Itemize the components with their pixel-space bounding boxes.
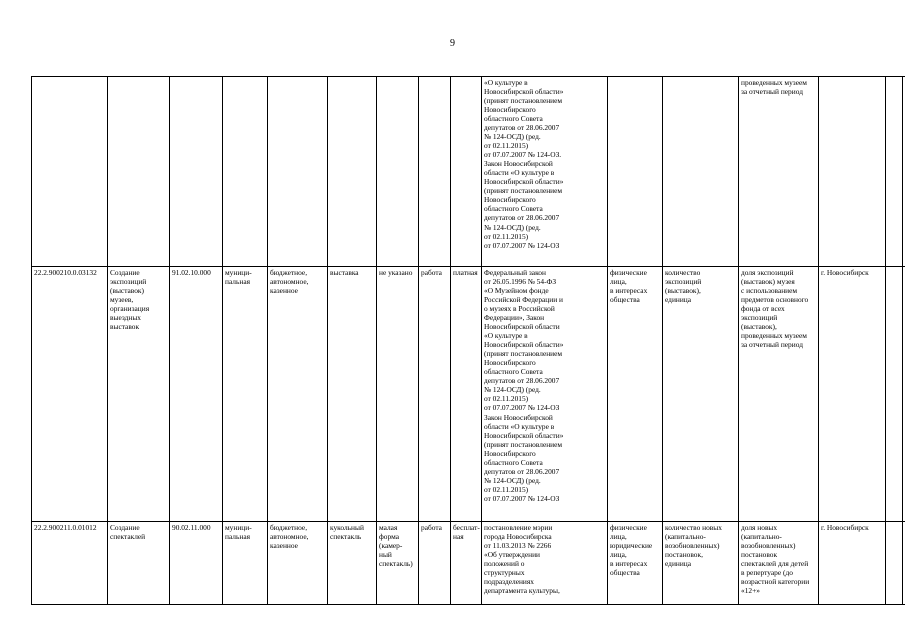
code-cell: [32, 77, 108, 267]
cell-line: с использованием: [741, 286, 798, 296]
cell-line: департамента культуры,: [484, 586, 560, 596]
cell-line: «12+»: [741, 586, 760, 596]
cell-line: № 124-ОСД) (ред.: [484, 222, 541, 232]
cell-line: (выставок) музея: [741, 277, 795, 287]
institution-type-cell: [268, 267, 328, 522]
level-cell: [223, 522, 268, 605]
cell-line: Новосибирской области: [484, 322, 560, 332]
location-cell: [819, 267, 886, 522]
level-cell: [223, 267, 268, 522]
location-cell: [819, 522, 886, 605]
cell-line: в интересах: [610, 559, 648, 569]
cell-line: количество: [665, 268, 701, 277]
cell-line: № 124-ОСД) (ред.: [484, 475, 541, 485]
cell-line: от 02.11.2015): [484, 484, 529, 494]
cell-line: возрастной категории: [741, 577, 810, 587]
service-type-cell: [419, 267, 451, 522]
cell-line: спектакль): [379, 559, 413, 569]
cell-line: «О культуре в: [484, 331, 528, 341]
condition-cell: [377, 522, 419, 605]
cell-line: проведенных музеем: [741, 78, 807, 87]
cell-line: (капитально-: [665, 532, 706, 542]
cell-line: экспозиций: [110, 277, 147, 287]
cell-line: Российской Федерации и: [484, 295, 563, 305]
cell-line: физические: [610, 523, 647, 532]
cell-line: от 02.11.2015): [484, 141, 529, 151]
cell-line: г. Новосибирск: [821, 268, 869, 277]
cell-line: депутатов от 28.06.2007: [484, 376, 560, 386]
cell-line: бюджетное,: [270, 268, 308, 277]
quality-indicator-cell: [739, 77, 819, 267]
cell-line: Новосибирской области»: [484, 87, 564, 97]
table-row: [32, 267, 905, 522]
legal-basis-cell: [482, 522, 608, 605]
cell-line: (капитально-: [741, 532, 782, 542]
content-cell: [328, 267, 377, 522]
cell-line: Закон Новосибирской: [484, 412, 553, 422]
cell-line: экспозиций: [665, 277, 702, 287]
cell-line: возобновленных): [665, 541, 720, 551]
payment-cell: [451, 267, 482, 522]
cell-line: области «О культуре в: [484, 421, 555, 431]
cell-line: г. Новосибирск: [821, 523, 869, 532]
quality-indicator-cell: [739, 522, 819, 605]
cell-line: лица,: [610, 550, 627, 560]
service-name-cell: [108, 522, 170, 605]
cell-line: о музеях в Российской: [484, 304, 555, 314]
cell-line: структурных: [484, 568, 525, 578]
cell-line: Новосибирского: [484, 448, 536, 458]
condition-cell: [377, 267, 419, 522]
cell-line: работа: [421, 268, 442, 277]
service-name-cell: [108, 267, 170, 522]
cell-line: форма: [379, 532, 399, 542]
cell-line: бесплат-: [453, 523, 480, 532]
cell-line: физические: [610, 268, 647, 277]
cell-line: Новосибирского: [484, 195, 536, 205]
cell-line: (принят постановлением: [484, 439, 563, 449]
empty-cell: [886, 77, 903, 267]
legal-basis-cell: [482, 77, 608, 267]
cell-line: (выставок),: [741, 322, 777, 332]
cell-line: от 11.03.2013 № 2266: [484, 541, 552, 551]
cell-line: муници-: [225, 523, 252, 532]
cell-line: областного Совета: [484, 457, 543, 467]
cell-line: доля экспозиций: [741, 268, 794, 277]
empty-cell: [886, 522, 903, 605]
cell-line: спектаклей: [110, 532, 146, 542]
cell-line: (камер-: [379, 541, 403, 551]
payment-cell: [451, 522, 482, 605]
cell-line: организация: [110, 304, 150, 314]
cell-line: Закон Новосибирской: [484, 159, 553, 169]
cell-line: «О Музейном фонде: [484, 286, 549, 296]
cell-line: города Новосибирска: [484, 532, 552, 542]
services-table: [31, 76, 905, 605]
cell-line: областного Совета: [484, 367, 543, 377]
code-cell: [32, 522, 108, 605]
cell-line: от 02.11.2015): [484, 231, 529, 241]
cell-line: «Об утверждении: [484, 550, 540, 560]
okved-cell: [170, 522, 223, 605]
cell-line: проведенных музеем: [741, 331, 807, 341]
cell-line: за отчетный период: [741, 87, 803, 97]
cell-line: 90.02.11.000: [172, 523, 211, 532]
content-cell: [328, 77, 377, 267]
cell-line: казенное: [270, 541, 298, 551]
cell-line: от 07.07.2007 № 124-ОЗ.: [484, 150, 562, 160]
cell-line: № 124-ОСД) (ред.: [484, 132, 541, 142]
cell-line: областного Совета: [484, 114, 543, 124]
okved-cell: [170, 267, 223, 522]
table-row: [32, 77, 905, 267]
cell-line: лица,: [610, 277, 627, 287]
cell-line: в репертуаре (до: [741, 568, 793, 578]
cell-line: подразделениях: [484, 577, 534, 587]
cell-line: 91.02.10.000: [172, 268, 211, 277]
okved-cell: [170, 77, 223, 267]
cell-line: депутатов от 28.06.2007: [484, 123, 560, 133]
cell-line: областного Совета: [484, 204, 543, 214]
cell-line: работа: [421, 523, 442, 532]
cell-line: за отчетный период: [741, 340, 803, 350]
cell-line: платная: [453, 268, 478, 277]
cell-line: фонда от всех: [741, 304, 785, 314]
cell-line: от 07.07.2007 № 124-ОЗ: [484, 403, 560, 413]
cell-line: области «О культуре в: [484, 168, 555, 178]
volume-indicator-cell: [663, 77, 739, 267]
cell-line: от 02.11.2015): [484, 394, 529, 404]
cell-line: от 26.05.1996 № 54-ФЗ: [484, 277, 557, 287]
consumers-cell: [608, 77, 663, 267]
cell-line: юридические: [610, 541, 653, 551]
service-name-cell: [108, 77, 170, 267]
cell-line: спектаклей для детей: [741, 559, 809, 569]
cell-line: Новосибирского: [484, 358, 536, 368]
cell-line: Новосибирской области»: [484, 177, 564, 187]
cell-line: выездных: [110, 313, 141, 323]
institution-type-cell: [268, 77, 328, 267]
cell-line: казенное: [270, 286, 298, 296]
volume-indicator-cell: [663, 522, 739, 605]
cell-line: ный: [379, 550, 392, 560]
cell-line: экспозиций: [741, 313, 778, 323]
cell-line: Создание: [110, 523, 140, 532]
cell-line: Создание: [110, 268, 140, 277]
cell-line: автономное,: [270, 532, 309, 542]
cell-line: от 07.07.2007 № 124-ОЗ: [484, 493, 560, 503]
cell-line: Федеральный закон: [484, 268, 546, 277]
cell-line: общества: [610, 568, 640, 578]
cell-line: № 124-ОСД) (ред.: [484, 385, 541, 395]
condition-cell: [377, 77, 419, 267]
cell-line: Новосибирского: [484, 105, 536, 115]
cell-line: спектакль: [330, 532, 362, 542]
cell-line: выставок: [110, 322, 140, 332]
legal-basis-cell: [482, 267, 608, 522]
cell-line: музеев,: [110, 295, 134, 305]
level-cell: [223, 77, 268, 267]
cell-line: в интересах: [610, 286, 648, 296]
location-cell: [819, 77, 886, 267]
cell-line: выставка: [330, 268, 359, 277]
cell-line: бюджетное,: [270, 523, 308, 532]
cell-line: (выставок),: [665, 286, 701, 296]
page-number: 9: [450, 38, 455, 49]
volume-indicator-cell: [663, 267, 739, 522]
service-type-cell: [419, 77, 451, 267]
payment-cell: [451, 77, 482, 267]
cell-line: постановление мэрии: [484, 523, 553, 532]
consumers-cell: [608, 267, 663, 522]
cell-line: пальная: [225, 277, 250, 287]
cell-line: Новосибирской области»: [484, 340, 564, 350]
cell-line: положений о: [484, 559, 525, 569]
cell-line: пальная: [225, 532, 250, 542]
cell-line: постановок: [741, 550, 778, 560]
code-cell: [32, 267, 108, 522]
table-row: [32, 522, 905, 605]
cell-line: (принят постановлением: [484, 96, 563, 106]
cell-line: доля новых: [741, 523, 778, 532]
cell-line: депутатов от 28.06.2007: [484, 213, 560, 223]
quality-indicator-cell: [739, 267, 819, 522]
cell-line: предметов основного: [741, 295, 809, 305]
consumers-cell: [608, 522, 663, 605]
cell-line: (принят постановлением: [484, 186, 563, 196]
cell-line: автономное,: [270, 277, 309, 287]
cell-line: единица: [665, 295, 692, 305]
service-type-cell: [419, 522, 451, 605]
cell-line: муници-: [225, 268, 252, 277]
cell-line: ная: [453, 532, 464, 542]
cell-line: малая: [379, 523, 398, 532]
cell-line: не указано: [379, 268, 413, 277]
cell-line: 22.2.900211.0.01012: [34, 523, 97, 532]
cell-line: (выставок): [110, 286, 144, 296]
institution-type-cell: [268, 522, 328, 605]
cell-line: количество новых: [665, 523, 722, 532]
cell-line: общества: [610, 295, 640, 305]
cell-line: (принят постановлением: [484, 349, 563, 359]
content-cell: [328, 522, 377, 605]
cell-line: от 07.07.2007 № 124-ОЗ: [484, 240, 560, 250]
cell-line: Федерации», Закон: [484, 313, 545, 323]
cell-line: лица,: [610, 532, 627, 542]
cell-line: возобновленных): [741, 541, 796, 551]
cell-line: кукольный: [330, 523, 364, 532]
cell-line: 22.2.900210.0.03132: [34, 268, 97, 277]
empty-cell: [886, 267, 903, 522]
cell-line: депутатов от 28.06.2007: [484, 466, 560, 476]
cell-line: единица: [665, 559, 692, 569]
cell-line: «О культуре в: [484, 78, 528, 87]
cell-line: постановок,: [665, 550, 703, 560]
cell-line: Новосибирской области»: [484, 430, 564, 440]
